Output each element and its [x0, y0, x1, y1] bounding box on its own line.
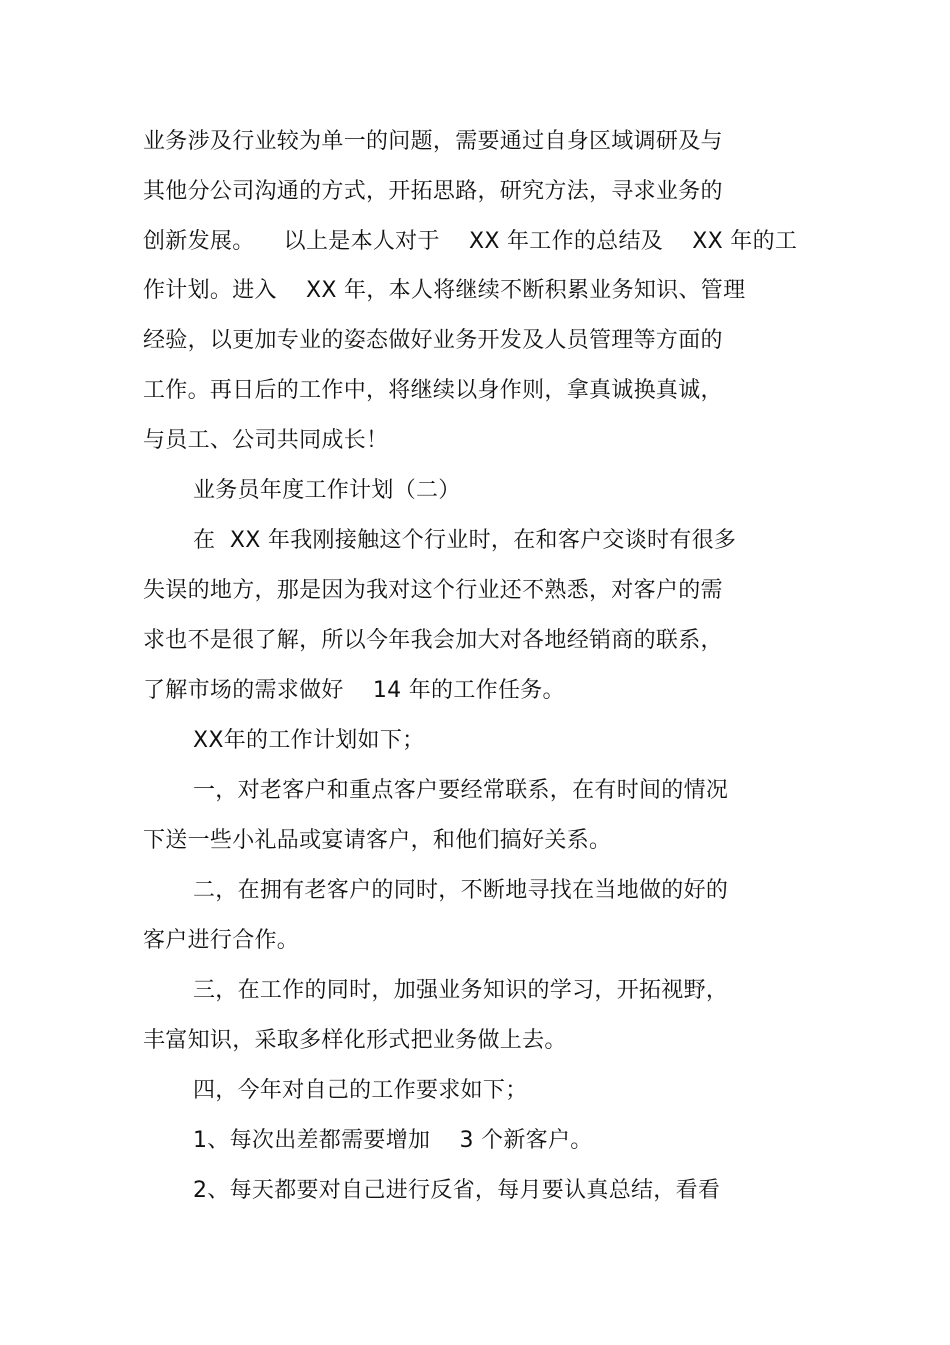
paragraph-line: 下送一些小礼品或宴请客户，和他们搞好关系。: [143, 828, 612, 853]
paragraph-line: 创新发展。 以上是本人对于 XX 年工作的总结及 XX 年的工: [143, 229, 798, 254]
paragraph-line: 失误的地方，那是因为我对这个行业还不熟悉，对客户的需: [143, 578, 723, 603]
paragraph-line: 与员工、公司共同成长！: [143, 428, 389, 453]
paragraph-line: 工作。再日后的工作中，将继续以身作则，拿真诚换真诚，: [143, 378, 723, 403]
list-item: 2、每天都要对自己进行反省，每月要认真总结，看看: [193, 1178, 721, 1203]
paragraph-line: 求也不是很了解，所以今年我会加大对各地经销商的联系，: [143, 628, 723, 653]
list-item: 一，对老客户和重点客户要经常联系，在有时间的情况: [193, 778, 729, 803]
paragraph-line: 丰富知识，采取多样化形式把业务做上去。: [143, 1028, 567, 1053]
paragraph-line: 客户进行合作。: [143, 928, 300, 953]
paragraph-line: 经验，以更加专业的姿态做好业务开发及人员管理等方面的: [143, 328, 723, 353]
paragraph-line: 在 XX 年我刚接触这个行业时，在和客户交谈时有很多: [193, 528, 737, 553]
paragraph-line: 了解市场的需求做好 14 年的工作任务。: [143, 678, 565, 703]
paragraph-line: XX年的工作计划如下；: [193, 728, 425, 753]
paragraph-line: 作计划。进入 XX 年，本人将继续不断积累业务知识、管理: [143, 278, 746, 303]
list-item: 四，今年对自己的工作要求如下；: [193, 1078, 528, 1103]
list-item: 二，在拥有老客户的同时，不断地寻找在当地做的好的: [193, 878, 729, 903]
list-item: 1、每次出差都需要增加 3 个新客户。: [193, 1128, 593, 1153]
paragraph-line: 业务涉及行业较为单一的问题，需要通过自身区域调研及与: [143, 129, 723, 154]
list-item: 三，在工作的同时，加强业务知识的学习，开拓视野，: [193, 978, 729, 1003]
paragraph-line: 其他分公司沟通的方式，开拓思路，研究方法，寻求业务的: [143, 179, 723, 204]
section-heading: 业务员年度工作计划（二）: [193, 478, 461, 503]
